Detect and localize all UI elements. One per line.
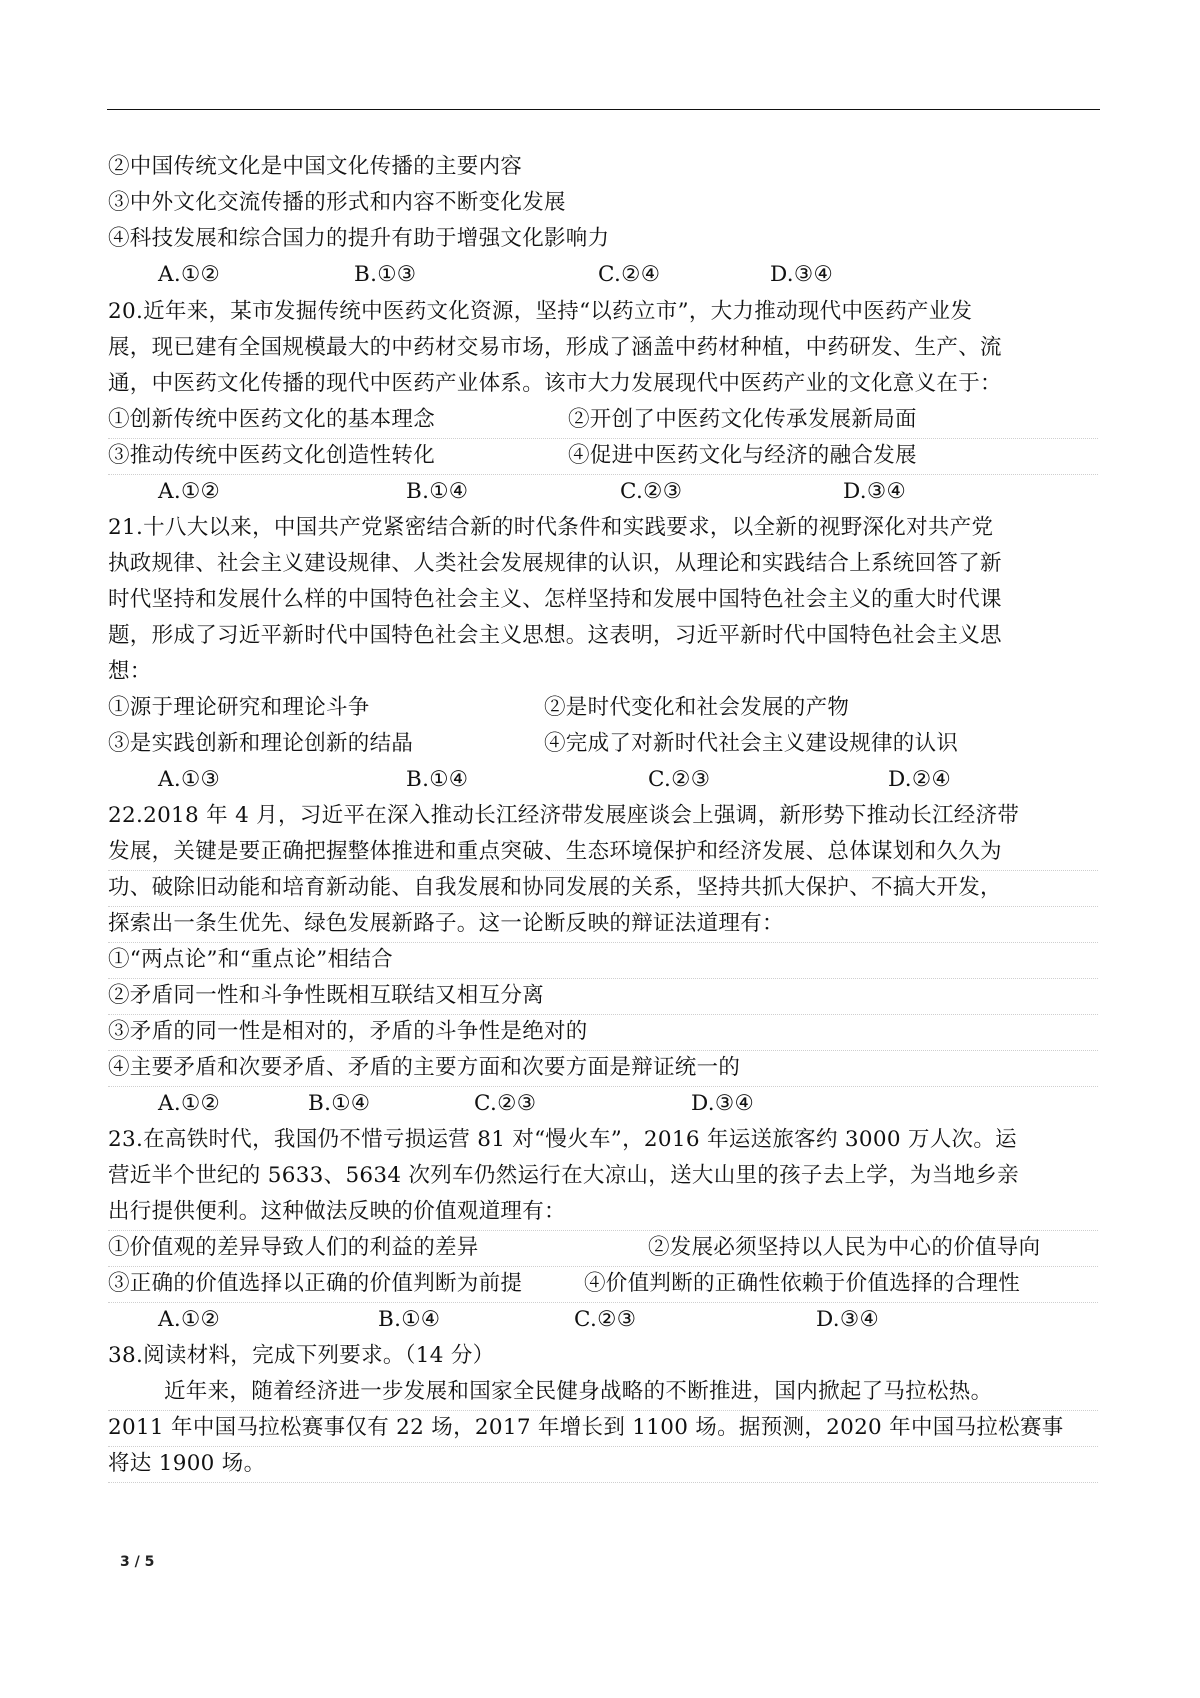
q22-item-4: ④主要矛盾和次要矛盾、矛盾的主要方面和次要方面是辩证统一的: [108, 1050, 1098, 1087]
q20-option-b: B.①④: [406, 479, 469, 504]
q21-options: [108, 762, 1098, 798]
q22-option-c: C.②③: [474, 1091, 537, 1116]
q20-option-d: D.③④: [843, 479, 907, 504]
q20-stem-line-3: 通，中医药文化传播的现代中医药产业体系。该市大力发展现代中医药产业的文化意义在于：: [108, 371, 1002, 396]
q21-stem-line-5: 想：: [108, 659, 152, 684]
q20-stem-line-1: 20.近年来，某市发掘传统中医药文化资源，坚持“以药立市”，大力推动现代中医药产业发: [108, 299, 973, 324]
q21-item-4: ④完成了对新时代社会主义建设规律的认识: [544, 731, 959, 756]
q20-option-c: C.②③: [620, 479, 683, 504]
q20-item-2: ②开创了中医药文化传承发展新局面: [568, 407, 917, 432]
q23-stem-line-1: 23.在高铁时代，我国仍不惜亏损运营 81 对“慢火车”，2016 年运送旅客约 3000 万人次。运: [108, 1127, 1017, 1152]
q21-option-c: C.②③: [648, 767, 711, 792]
header-rule: [107, 109, 1100, 110]
q21-stem-line-2: 执政规律、社会主义建设规律、人类社会发展规律的认识，从理论和实践结合上系统回答了新: [108, 551, 1002, 576]
q38-stem: 38.阅读材料，完成下列要求。（14 分）: [108, 1343, 495, 1368]
q23-option-c: C.②③: [574, 1307, 637, 1332]
q19-options: [108, 257, 1098, 293]
q19-item-3: ③中外文化交流传播的形式和内容不断变化发展: [108, 190, 566, 215]
page-number: 3 / 5: [120, 1554, 155, 1570]
q22-option-a: A.①②: [158, 1091, 221, 1116]
q22-options: [108, 1086, 1098, 1122]
q23-item-1: ①价值观的差异导致人们的利益的差异: [108, 1235, 479, 1260]
q20-option-a: A.①②: [158, 479, 221, 504]
q21-stem-line-1: 21.十八大以来，中国共产党紧密结合新的时代条件和实践要求，以全新的视野深化对共产党: [108, 515, 994, 540]
q23-option-b: B.①④: [378, 1307, 441, 1332]
q20-items-row-1: [108, 402, 1098, 439]
q19-option-c: C.②④: [598, 262, 661, 287]
q21-items-row-1: [108, 690, 1098, 726]
q22-stem-line-1: 22.2018 年 4 月，习近平在深入推动长江经济带发展座谈会上强调，新形势下推动长江经济带: [108, 803, 1020, 828]
q23-options: [108, 1302, 1098, 1338]
q22-stem-line-3: 功、破除旧动能和培育新动能、自我发展和协同发展的关系，坚持共抓大保护、不搞大开发，: [108, 870, 1098, 907]
q38-paragraph-text-1: 近年来，随着经济进一步发展和国家全民健身战略的不断推进，国内掀起了马拉松热。: [164, 1379, 993, 1404]
q21-item-1: ①源于理论研究和理论斗争: [108, 695, 370, 720]
q22-option-d: D.③④: [691, 1091, 755, 1116]
q22-stem-line-4: 探索出一条生优先、绿色发展新路子。这一论断反映的辩证法道理有：: [108, 906, 1098, 943]
q20-options: [108, 474, 1098, 510]
q19-option-b: B.①③: [354, 262, 417, 287]
q21-stem-line-3: 时代坚持和发展什么样的中国特色社会主义、怎样坚持和发展中国特色社会主义的重大时代课: [108, 587, 1002, 612]
q38-paragraph-line-3: 将达 1900 场。: [108, 1446, 1098, 1483]
q19-option-a: A.①②: [158, 262, 221, 287]
q23-stem-line-2: 营近半个世纪的 5633、5634 次列车仍然运行在大凉山，送大山里的孩子去上学，为当地乡亲: [108, 1163, 1019, 1188]
q22-item-3: ③矛盾的同一性是相对的，矛盾的斗争性是绝对的: [108, 1014, 1098, 1051]
q22-item-1: ①“两点论”和“重点论”相结合: [108, 942, 1098, 979]
q23-stem-line-3: 出行提供便利。这种做法反映的价值观道理有：: [108, 1194, 1098, 1231]
q23-item-2: ②发展必须坚持以人民为中心的价值导向: [648, 1235, 1041, 1260]
q21-option-d: D.②④: [888, 767, 952, 792]
q22-option-b: B.①④: [308, 1091, 371, 1116]
q38-paragraph-line-1: [108, 1374, 1098, 1411]
q21-item-3: ③是实践创新和理论创新的结晶: [108, 731, 414, 756]
q19-item-4: ④科技发展和综合国力的提升有助于增强文化影响力: [108, 226, 610, 251]
q38-paragraph-line-2: 2011 年中国马拉松赛事仅有 22 场，2017 年增长到 1100 场。据预测，2020 年中国马拉松赛事: [108, 1410, 1098, 1447]
q20-items-row-2: [108, 438, 1098, 475]
q19-option-d: D.③④: [770, 262, 834, 287]
q20-item-3: ③推动传统中医药文化创造性转化: [108, 443, 436, 468]
q22-item-2: ②矛盾同一性和斗争性既相互联结又相互分离: [108, 978, 1098, 1015]
q19-item-2: ②中国传统文化是中国文化传播的主要内容: [108, 154, 523, 179]
q21-item-2: ②是时代变化和社会发展的产物: [544, 695, 850, 720]
q20-stem-line-2: 展，现已建有全国规模最大的中药材交易市场，形成了涵盖中药材种植，中药研发、生产、流: [108, 335, 1002, 360]
q23-items-row-1: [108, 1230, 1098, 1267]
q20-item-4: ④促进中医药文化与经济的融合发展: [568, 443, 917, 468]
q21-items-row-2: [108, 726, 1098, 762]
q21-option-a: A.①③: [158, 767, 221, 792]
q23-item-4: ④价值判断的正确性依赖于价值选择的合理性: [584, 1271, 1021, 1296]
q21-option-b: B.①④: [406, 767, 469, 792]
q23-option-a: A.①②: [158, 1307, 221, 1332]
q23-items-row-2: [108, 1266, 1098, 1303]
q22-stem-line-2: 发展，关键是要正确把握整体推进和重点突破、生态环境保护和经济发展、总体谋划和久久为: [108, 834, 1098, 871]
q23-option-d: D.③④: [816, 1307, 880, 1332]
q20-item-1: ①创新传统中医药文化的基本理念: [108, 407, 436, 432]
q21-stem-line-4: 题，形成了习近平新时代中国特色社会主义思想。这表明，习近平新时代中国特色社会主义思: [108, 623, 1002, 648]
q23-item-3: ③正确的价值选择以正确的价值判断为前提: [108, 1271, 523, 1296]
